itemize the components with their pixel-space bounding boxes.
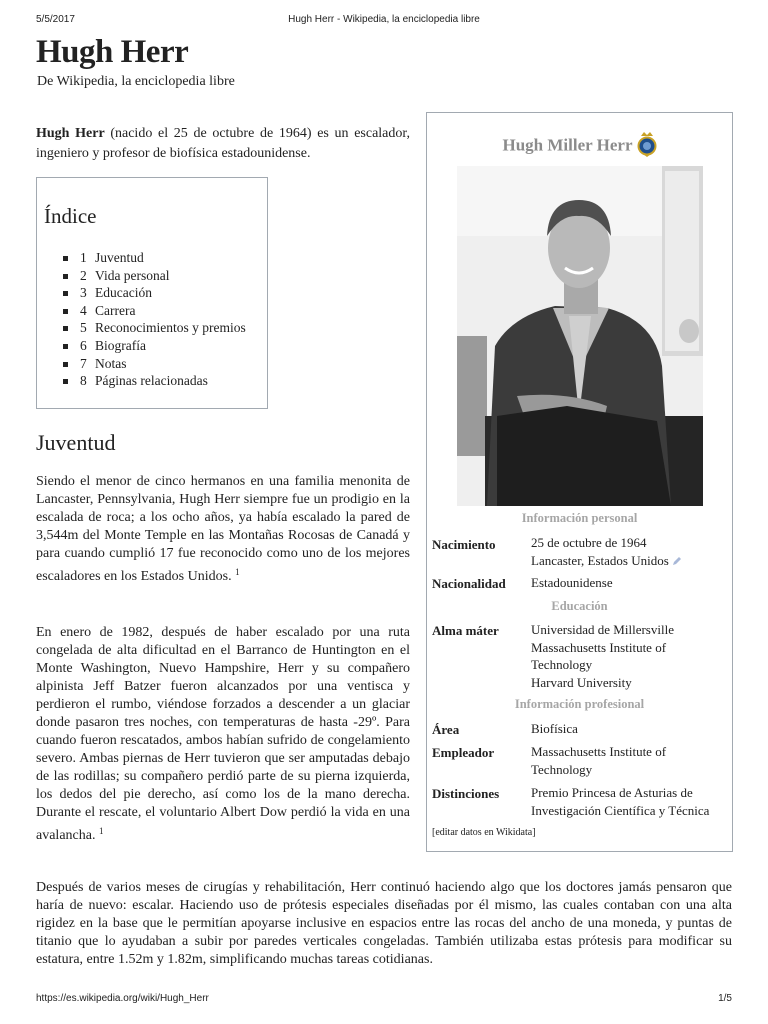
page-title: Hugh Herr [36,34,189,70]
tagline: De Wikipedia, la enciclopedia libre [37,74,235,89]
table-of-contents [36,177,268,409]
section-header-professional: Información profesional [514,697,645,711]
alma-mater-label: Alma máter [432,623,499,638]
print-date: 5/5/2017 [36,14,75,25]
awards-label: Distinciones [432,786,500,801]
infobox [426,112,733,852]
infobox-title: Hugh Miller Herr [427,131,732,162]
lead-subject: Hugh Herr [36,126,105,141]
birth-place-link[interactable]: Lancaster, Estados Unidos [531,552,669,568]
birth-value: 25 de octubre de 1964 Lancaster, Estados Unidos [531,534,727,570]
section-header-education: Educación [551,599,608,613]
toc-item-carrera[interactable]: 4 Carrera [63,302,246,320]
edit-pencil-icon[interactable] [672,553,682,571]
toc-item-reconocimientos[interactable]: 5 Reconocimientos y premios [63,319,246,337]
toc-item-juventud[interactable]: 1 Juventud [63,249,246,267]
print-page-number: 1/5 [718,993,732,1004]
birth-label: Nacimiento [432,537,496,552]
paragraph-juventud-3: Después de varios meses de cirugías y rehabilitación, Herr continuó haciendo algo que los doctores jamás pensaron que haría de nuevo: escalar. Haciendo uso de prótesis especiales diseñadas por él mismo, las cuales contaban con una alta rigidez en la base que le permitían apoyarse inclusive en espacios entre las rocas del ancho de una moneda, y puntas de titanio que lo ayudaban a subir por paredes verticales congeladas. También utilizaba estas prótesis para modificar su estatura, entre 1.52m y 1.82m, simplificando muchas tareas cotidianas. [36,880,732,967]
toc-item-notas[interactable]: 7 Notas [63,355,246,373]
toc-item-vida-personal[interactable]: 2 Vida personal [63,267,246,285]
section-header-personal: Información personal [521,511,638,525]
employer-value[interactable]: Massachusetts Institute of Technology [531,744,667,777]
nationality-label: Nacionalidad [432,576,506,591]
section-heading-juventud: Juventud [36,430,116,455]
toc-list [63,249,246,390]
area-value[interactable]: Biofísica [531,721,578,736]
paragraph-juventud-2: En enero de 1982, después de haber escalado por una ruta congelada de alta dificultad en el Barranco de Huntington en el Monte Washington, Nuevo Hampshire, Herr y su compañero alpinista Jeff Batzer fueron alcanzados por una ventisca y perdieron el rumbo, viéndose forzados a descender a un glaciar donde pasaron tres noches, con temperaturas de hasta -29º. Para cuando fueron rescatados, ambos habían sufrido de congelamiento severo. Ambas piernas de Herr tuvieron que ser amputadas debajo de las rodillas; su compañero perdió parte de su pierna izquierda, los dedos del pie derecho, así como los de la mano derecha. Durante el rescate, el voluntario Albert Dow perdió la vida en una avalancha. $^1$ [36,625,410,843]
toc-item-biografia[interactable]: 6 Biografía [63,337,246,355]
academy-seal-icon [637,131,657,162]
print-url: https://es.wikipedia.org/wiki/Hugh_Herr [36,993,209,1004]
awards-value[interactable]: Premio Princesa de Asturias de Investigación Científica y Técnica [531,785,710,818]
area-label: Área [432,722,460,737]
alma-mater-value: Universidad de Millersville Massachusetts Institute of Technology Harvard University [531,622,674,690]
nationality-value: Estadounidense [531,575,613,590]
toc-item-educacion[interactable]: 3 Educación [63,284,246,302]
wikidata-edit-link[interactable]: [editar datos en Wikidata] [432,827,536,838]
paragraph-juventud-1: Siendo el menor de cinco hermanos en una familia menonita de Lancaster, Pennsylvania, Hugh Herr siempre fue un prodigio en la escalada de roca; a los ocho años, ya había escalado la pared de 3,544m del Monte Temple en las Montañas Rocosas de Canadá y para cuando cumplió 17 fue reconocido como uno de los mejores escaladores en los Estados Unidos. $^1$ [36,474,410,584]
toc-item-paginas-relacionadas[interactable]: 8 Páginas relacionadas [63,372,246,390]
print-page-title: Hugh Herr - Wikipedia, la enciclopedia libre [288,14,480,25]
reference-link[interactable]: 1 [98,826,104,836]
portrait-photo [457,166,703,506]
employer-label: Empleador [432,745,495,760]
reference-link[interactable]: 1 [235,567,240,577]
toc-title: Índice [44,204,97,228]
lead-paragraph [36,124,410,164]
lead-text: (nacido el 25 de octubre de 1964) es un escalador, ingeniero y profesor de biofísica estadounidense. [36,126,410,161]
